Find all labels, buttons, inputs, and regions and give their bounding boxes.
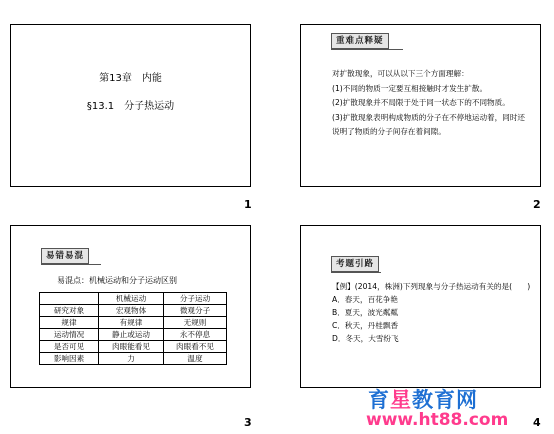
option-b: B．夏天，波光粼粼 [332,308,398,317]
banner-underline [331,272,381,273]
table-cell: 肉眼看不见 [164,341,227,353]
slide-2[interactable] [300,24,541,187]
table-cell: 分子运动 [164,293,227,305]
table-row [40,329,227,341]
slide-4[interactable] [300,225,541,388]
table-cell: 温度 [164,353,227,365]
question-block [332,280,536,345]
heading-banner: 重难点释疑 [331,33,389,49]
table-cell: 有规律 [99,317,164,329]
table-row [40,341,227,353]
watermark-logo [360,384,554,434]
brand-star: 星 [390,388,412,412]
table-cell: 静止或运动 [99,329,164,341]
table-cell: 宏观物体 [99,305,164,317]
page-number-1: 1 [244,198,252,211]
slide-3[interactable] [10,225,251,388]
section-title: §13.1 分子热运动 [86,101,175,112]
table-header-row [40,293,227,305]
table-cell: 机械运动 [99,293,164,305]
watermark-url: www.ht88.com [366,410,509,430]
table-cell: 微观分子 [164,305,227,317]
table-cell: 研究对象 [40,305,99,317]
option-a: A．春天，百花争艳 [332,295,398,304]
table-cell: 力 [99,353,164,365]
table-cell: 影响因素 [40,353,99,365]
text-line: (2)扩散现象并不局限于处于同一状态下的不同物质。 [332,98,510,107]
brand-suffix: 教育网 [412,388,478,412]
text-line: 对扩散现象，可以从以下三个方面理解： [332,69,469,78]
table-caption: 易混点：机械运动和分子运动区别 [57,276,177,285]
option-c: C．秋天，丹桂飘香 [332,321,399,330]
table-cell: 运动情况 [40,329,99,341]
comparison-table [39,292,227,365]
table-cell: 永不停息 [164,329,227,341]
brand-prefix: 育 [368,388,390,412]
table-cell: 是否可见 [40,341,99,353]
chapter-title: 第13章 内能 [99,73,162,84]
table-cell [40,293,99,305]
text-line: (1)不同的物质一定要互相接触时才发生扩散。 [332,83,488,93]
explanation-text [332,67,532,140]
question-text: 【例】(2014，株洲)下列现象与分子热运动有关的是( ) [332,282,531,291]
option-d: D．冬天，大雪纷飞 [332,334,399,343]
slide-1[interactable] [10,24,251,187]
table-cell: 规律 [40,317,99,329]
heading-banner: 考题引路 [331,256,379,272]
heading-banner: 易错易混 [41,248,89,264]
table-cell: 肉眼能看见 [99,341,164,353]
page-number-2: 2 [533,198,541,211]
page-number-4: 4 [533,416,541,429]
table-row [40,317,227,329]
banner-underline [41,264,101,265]
table-row [40,305,227,317]
banner-underline [331,49,403,50]
table-row [40,353,227,365]
page-number-3: 3 [244,416,252,429]
table-cell: 无规则 [164,317,227,329]
text-line: (3)扩散现象表明构成物质的分子在不停地运动着，同时还说明了物质的分子间存在着间隙。 [332,112,526,136]
